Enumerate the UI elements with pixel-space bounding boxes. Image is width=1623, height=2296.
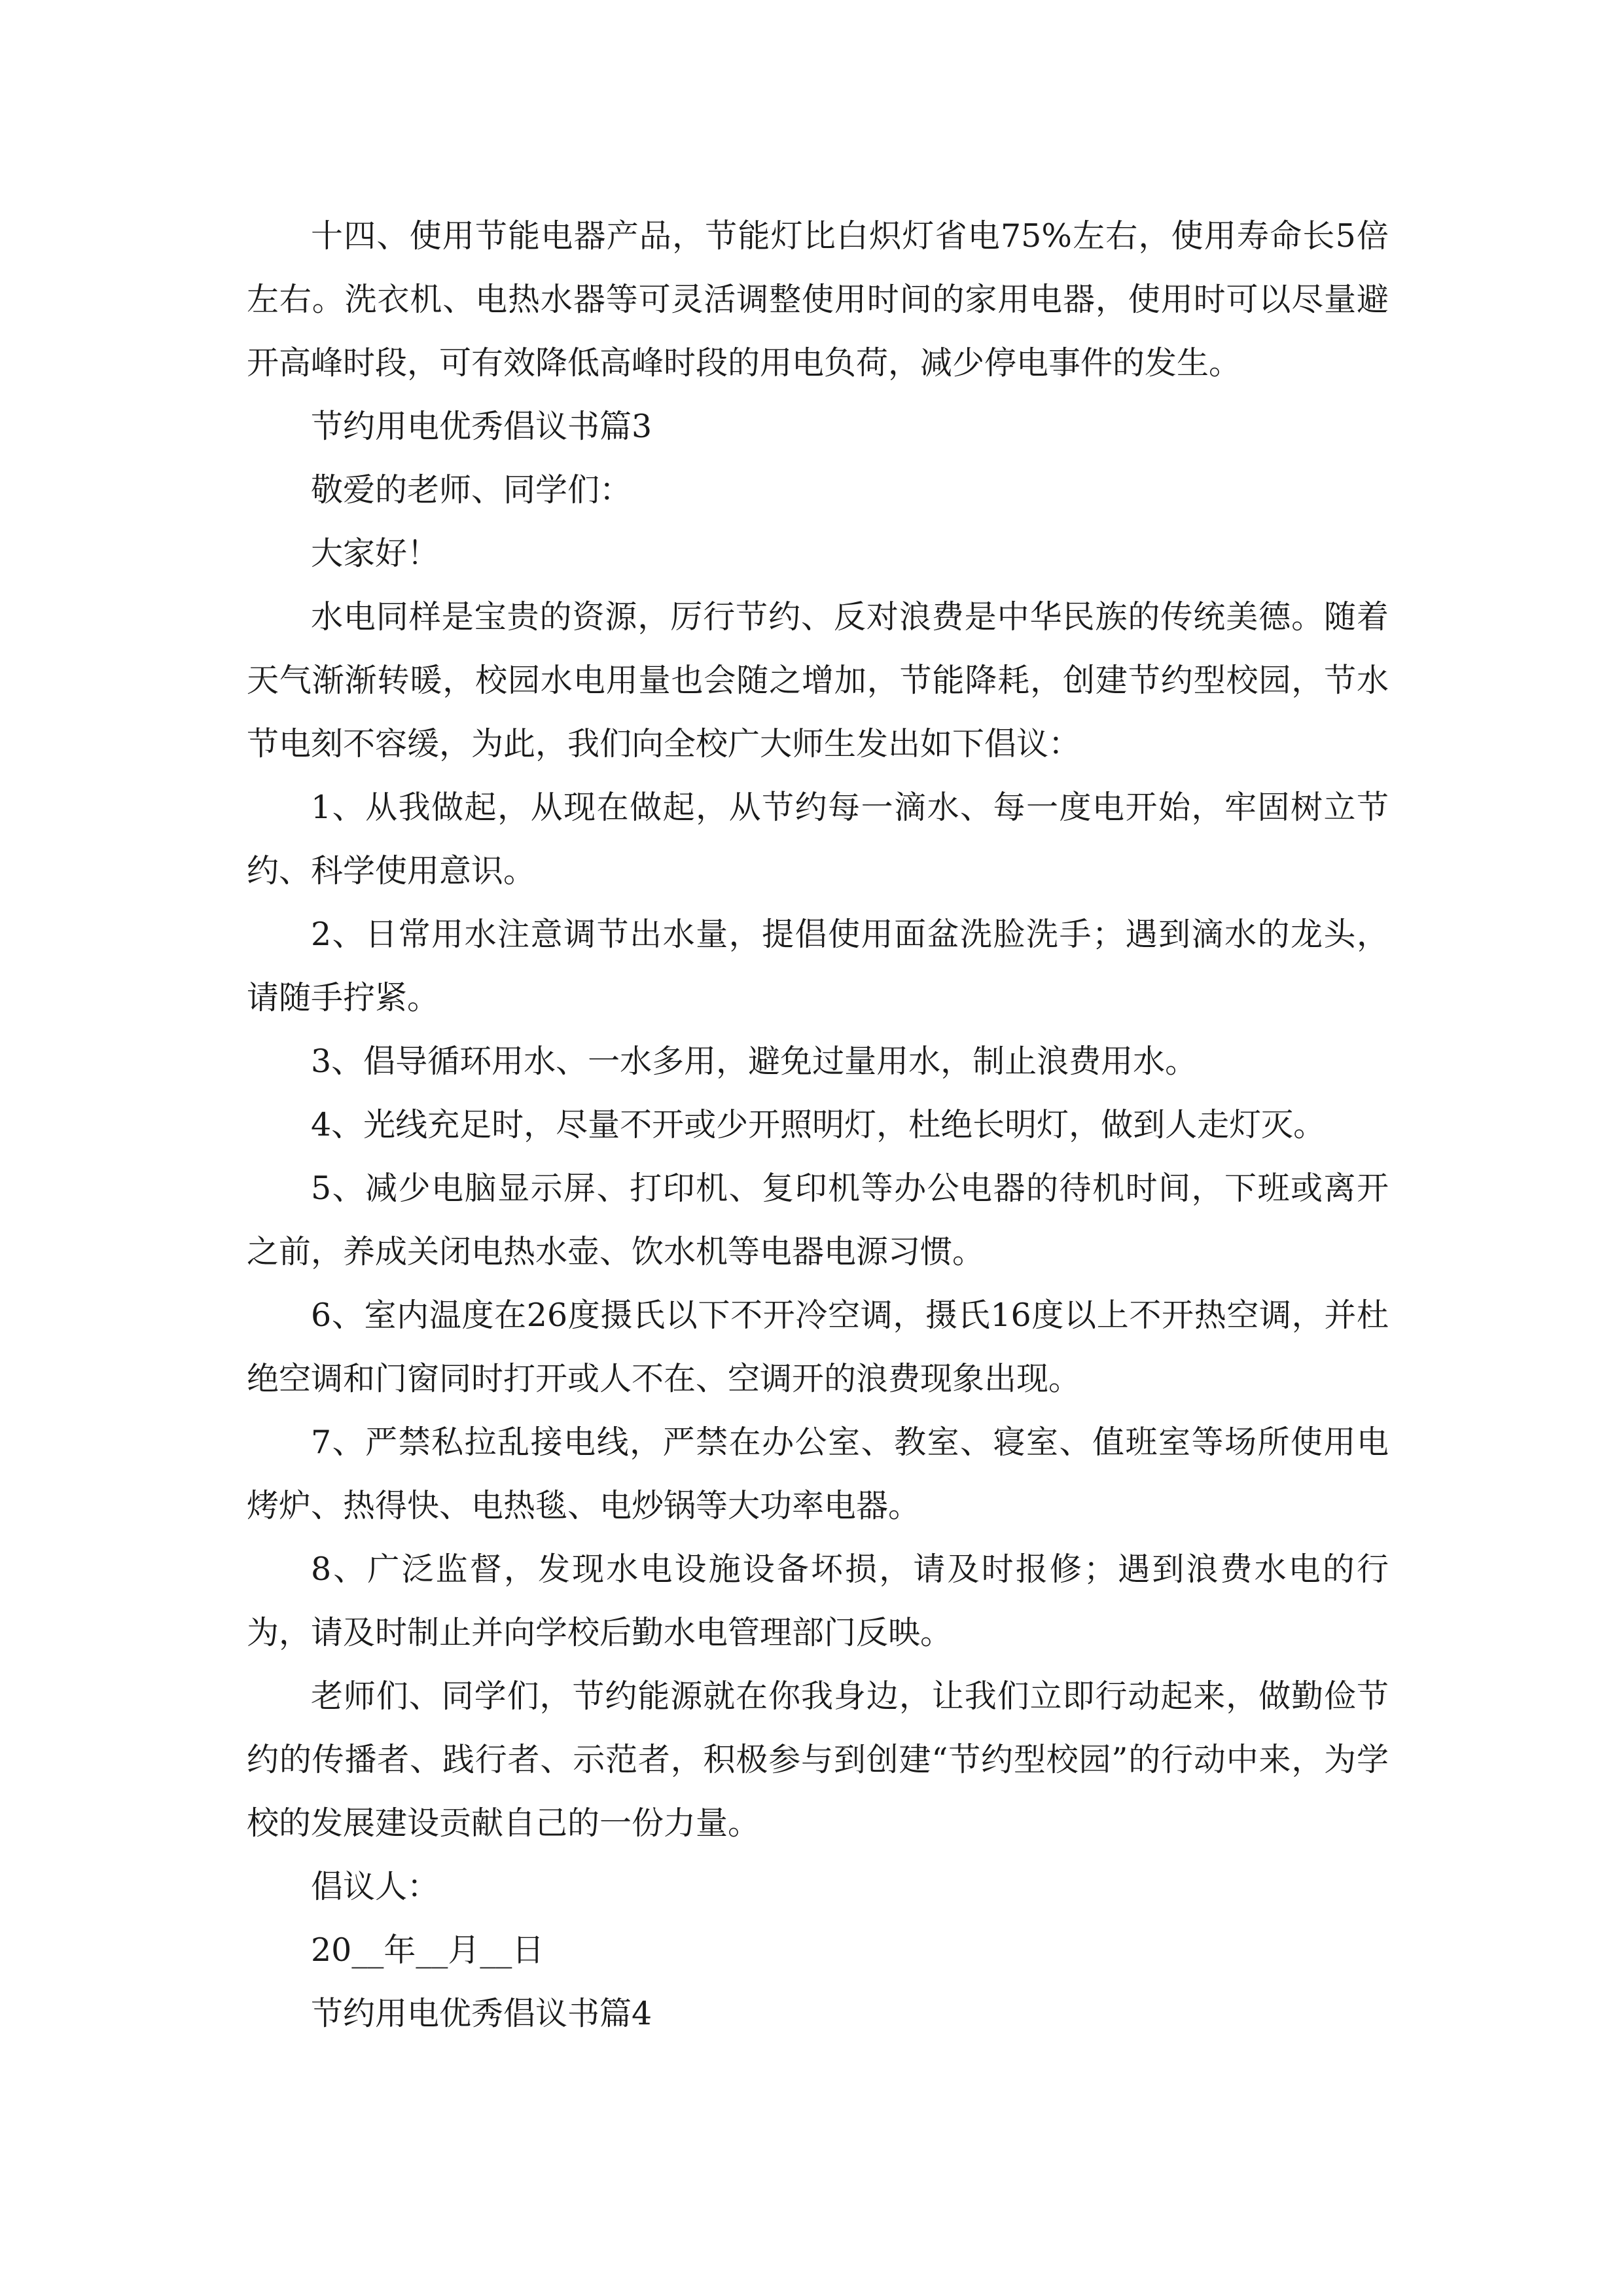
section-heading-3: 节约用电优秀倡议书篇3: [311, 408, 652, 445]
proposal-item-2: 2、日常用水注意调节出水量，提倡使用面盆洗脸洗手；遇到滴水的龙头，请随手拧紧。: [247, 916, 1389, 1016]
proposal-item-6: 6、室内温度在26度摄氏以下不开冷空调，摄氏16度以上不开热空调，并杜绝空调和门窗同时打开或人不在、空调开的浪费现象出现。: [247, 1297, 1389, 1397]
section-heading-4: 节约用电优秀倡议书篇4: [311, 1995, 652, 2032]
salutation: 敬爱的老师、同学们：: [311, 471, 632, 509]
document-body: [247, 204, 1389, 2045]
proposal-item-8: 8、广泛监督，发现水电设施设备坏损，请及时报修；遇到浪费水电的行为，请及时制止并向学校后勤水电管理部门反映。: [247, 1551, 1389, 1651]
intro-paragraph: 水电同样是宝贵的资源，厉行节约、反对浪费是中华民族的传统美德。随着天气渐渐转暖，校园水电用量也会随之增加，节能降耗，创建节约型校园，节水节电刻不容缓，为此，我们向全校广大师生发出如下倡议：: [247, 598, 1389, 762]
date-line: 20__年__月__日: [311, 1931, 544, 1969]
proposal-item-7: 7、严禁私拉乱接电线，严禁在办公室、教室、寝室、值班室等场所使用电烤炉、热得快、电热毯、电炒锅等大功率电器。: [247, 1424, 1389, 1524]
paragraph-tip-14: 十四、使用节能电器产品，节能灯比白炽灯省电75%左右，使用寿命长5倍左右。洗衣机、电热水器等可灵活调整使用时间的家用电器，使用时可以尽量避开高峰时段，可有效降低高峰时段的用电负荷，减少停电事件的发生。: [247, 217, 1389, 382]
greeting: 大家好！: [311, 535, 440, 572]
signature-label: 倡议人：: [311, 1868, 440, 1905]
proposal-item-3: 3、倡导循环用水、一水多用，避免过量用水，制止浪费用水。: [311, 1043, 1198, 1080]
closing-paragraph: 老师们、同学们，节约能源就在你我身边，让我们立即行动起来，做勤俭节约的传播者、践行者、示范者，积极参与到创建“节约型校园”的行动中来，为学校的发展建设贡献自己的一份力量。: [247, 1677, 1389, 1842]
proposal-item-4: 4、光线充足时，尽量不开或少开照明灯，杜绝长明灯，做到人走灯灭。: [311, 1106, 1326, 1143]
proposal-item-1: 1、从我做起，从现在做起，从节约每一滴水、每一度电开始，牢固树立节约、科学使用意识。: [247, 789, 1389, 889]
proposal-item-5: 5、减少电脑显示屏、打印机、复印机等办公电器的待机时间，下班或离开之前，养成关闭电热水壶、饮水机等电器电源习惯。: [247, 1170, 1389, 1270]
